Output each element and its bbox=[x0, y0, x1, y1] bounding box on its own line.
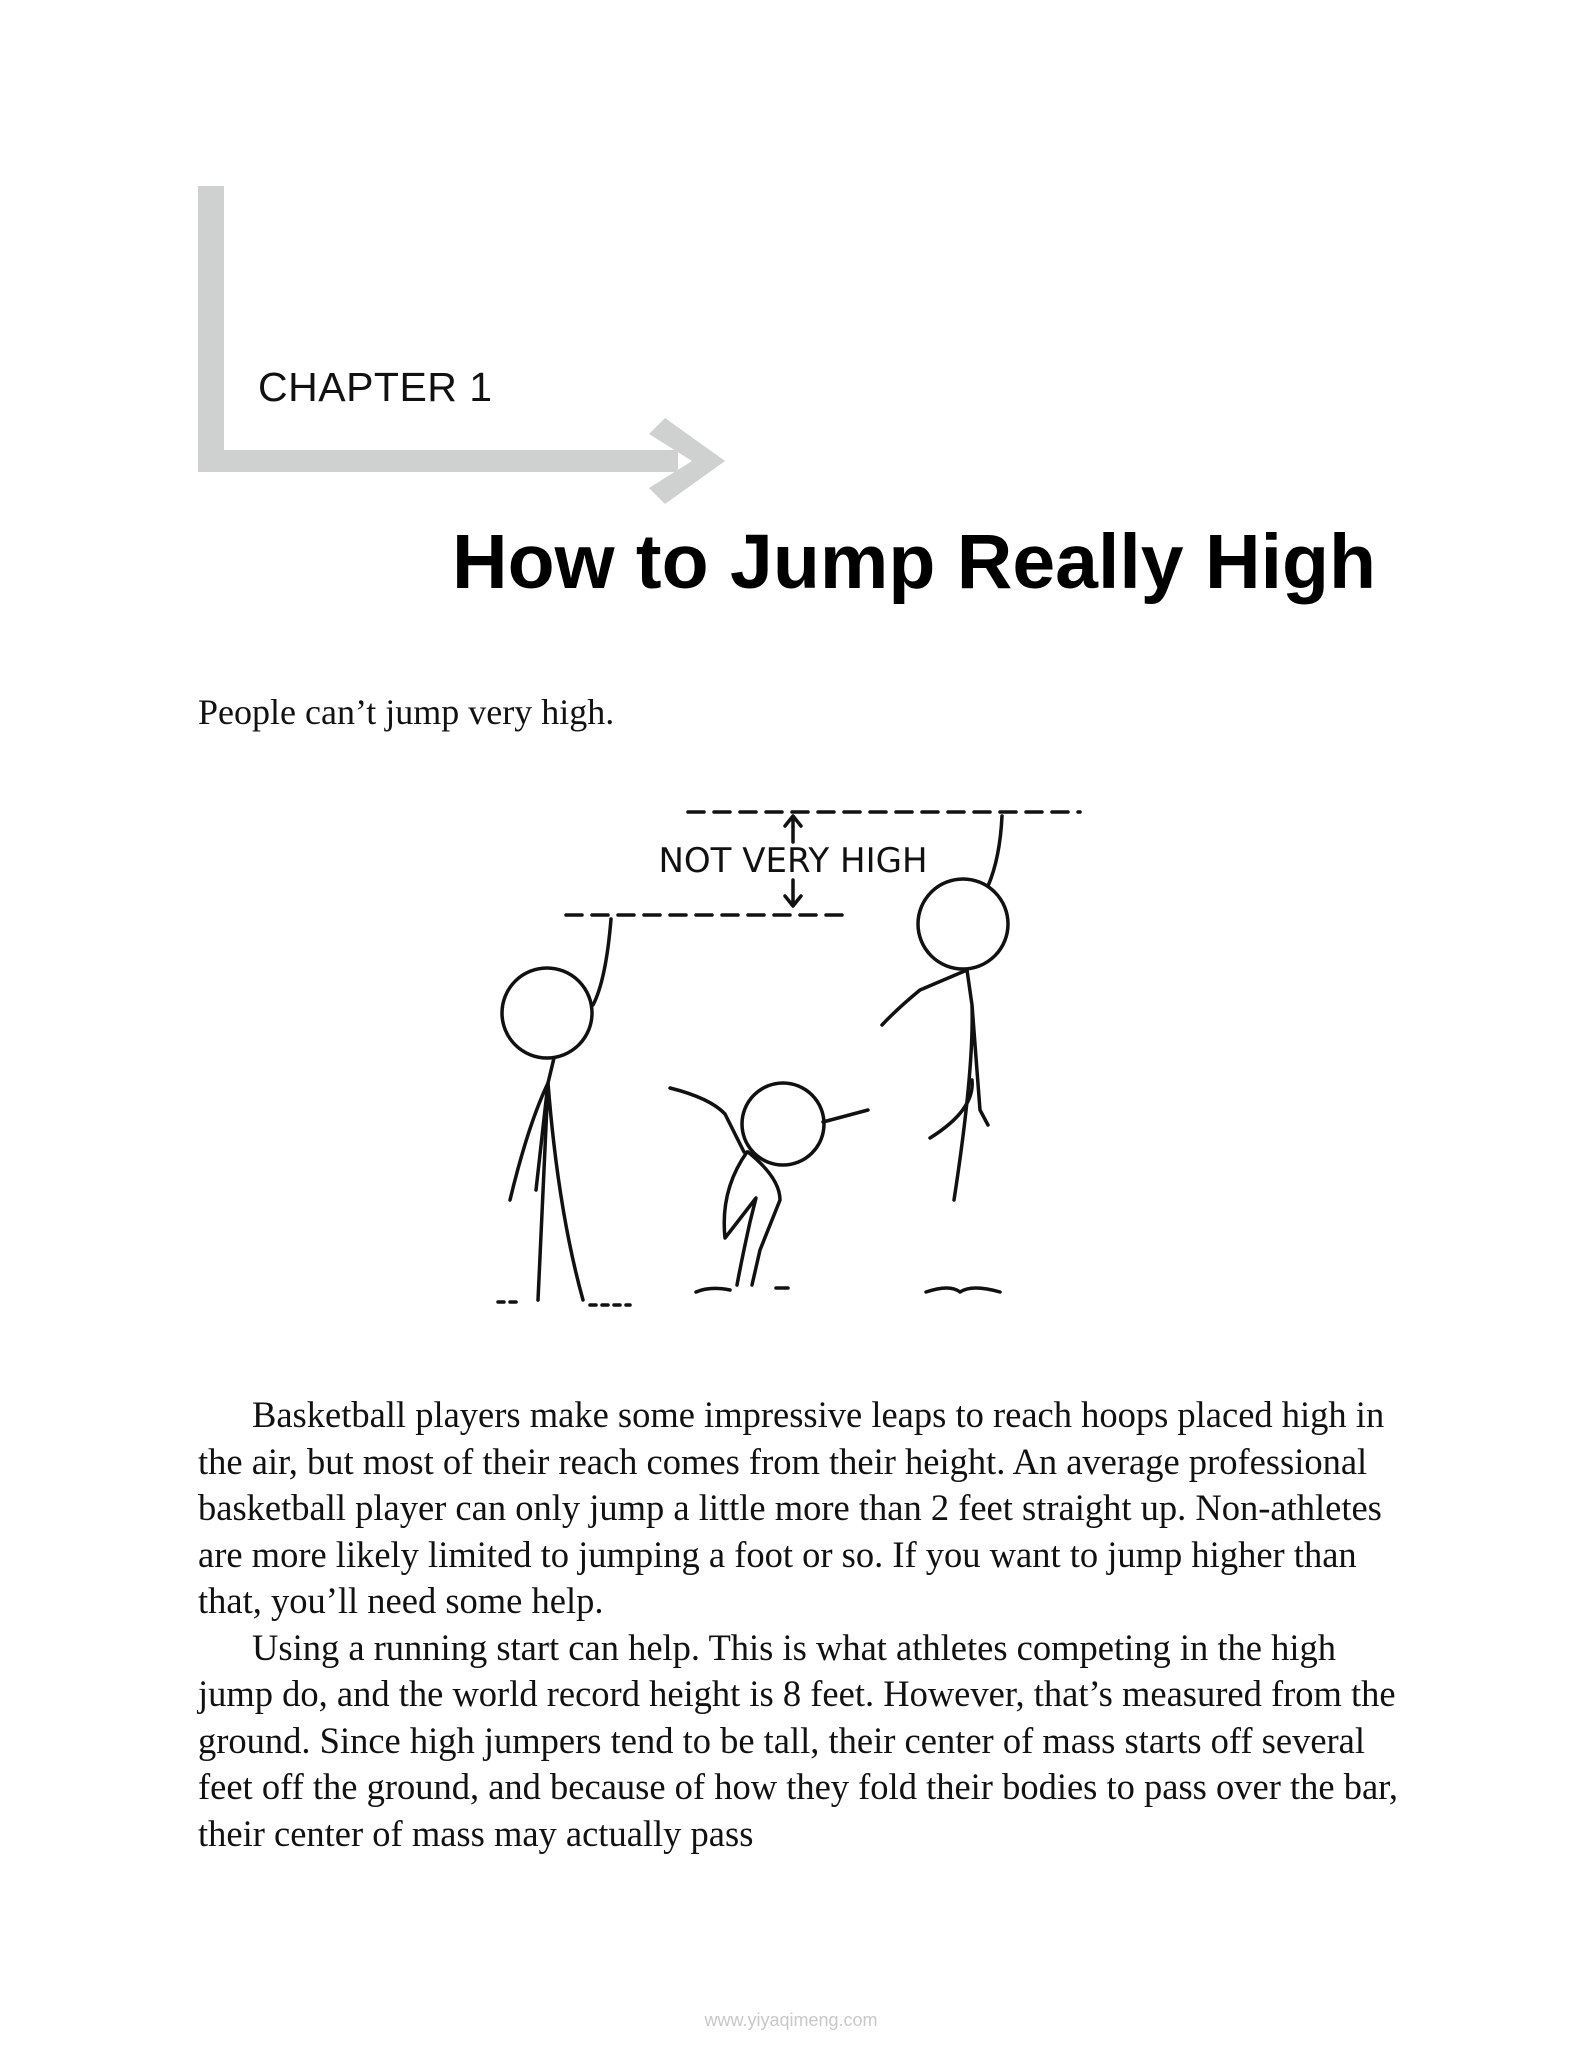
not-very-high-label: NOT VERY HIGH bbox=[658, 841, 928, 881]
standing-figure bbox=[498, 919, 630, 1305]
watermark: www.yiyaqimeng.com bbox=[704, 2010, 878, 2030]
up-arrow bbox=[785, 816, 801, 842]
paragraph-basketball: Basketball players make some impressive leaps to reach hoops placed high in the air, but most of their reach comes from their height. An average professional basketball player can only jump a little more than 2 feet straight up. Non-athletes are more likely limited to jumping a foot or so. If you want to jump higher than that, you’ll need some help. bbox=[198, 1394, 1385, 1621]
body-text bbox=[198, 1392, 1398, 1857]
crouching-figure bbox=[670, 1083, 868, 1292]
chapter-label: CHAPTER 1 bbox=[258, 364, 493, 410]
stick-figure-comic bbox=[480, 780, 1100, 1310]
down-arrow bbox=[785, 880, 801, 906]
chapter-title: How to Jump Really High bbox=[452, 519, 1377, 605]
intro-sentence: People can’t jump very high. bbox=[198, 692, 615, 732]
jumping-figure bbox=[882, 816, 1008, 1292]
paragraph-running-start: Using a running start can help. This is what athletes competing in the high jump do, and the world record height is 8 feet. However, that’s measured from the ground. Since high jumpers tend to be tall, their center of mass starts off several feet off the ground, and because of how they fold their bodies to pass over the bar, their center of mass may actually pass bbox=[198, 1626, 1398, 1854]
